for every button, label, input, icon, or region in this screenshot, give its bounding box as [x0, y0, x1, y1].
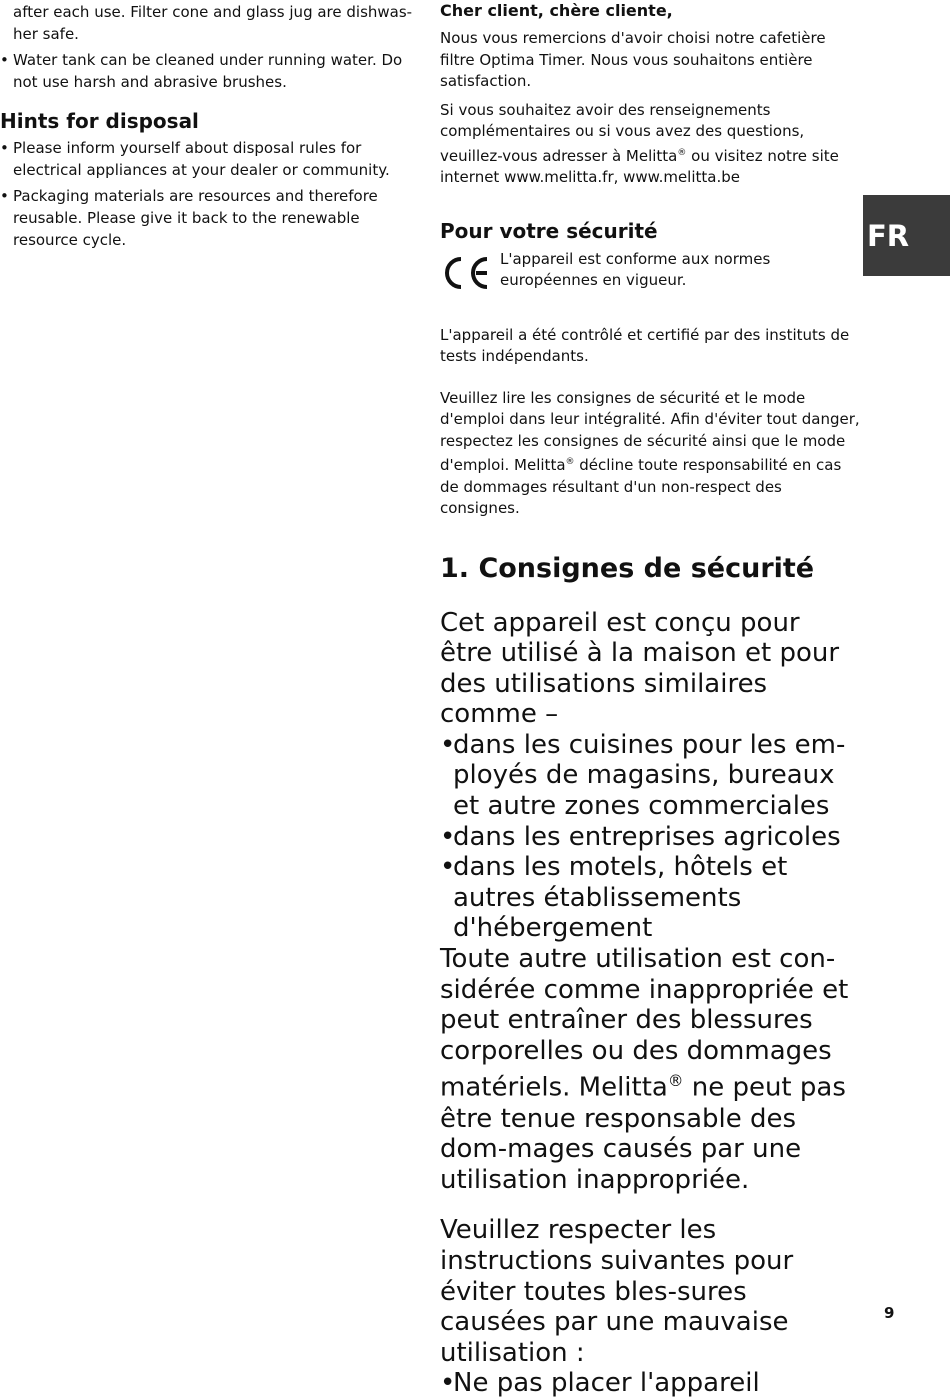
misuse-text-end: ne peut pas être tenue responsable des dom-mages causés par une utilisation inappropriée. [440, 1073, 846, 1195]
list-item: • Please inform yourself about disposal rules for electrical appliances at your dealer or community. [0, 137, 418, 181]
safety-heading: Pour votre sécurité [440, 218, 658, 243]
right-column [440, 0, 860, 1399]
list-item: • Packaging materials are resources and therefore reusable. Please give it back to the renewable resource cycle. [0, 185, 418, 251]
hints-list [0, 137, 418, 251]
instructions-paragraph [440, 388, 860, 520]
misuse-text: Toute autre utilisation est con-sidérée comme inappropriée et peut entraîner des blessures corporelles ou des dommages matériels. Melitta [440, 944, 849, 1104]
contact-text-end: ou visitez notre site internet www.melitta.fr, www.melitta.be [440, 146, 839, 186]
list-item: • Water tank can be cleaned under running water. Do not use harsh and abrasive brushes. [0, 49, 418, 93]
placement-list [440, 1368, 860, 1399]
contact-paragraph [440, 100, 860, 189]
usage-list [440, 730, 860, 944]
instructions-text-end: décline toute responsabilité en cas de dommages résultant d'un non-respect des consignes. [440, 456, 842, 517]
ce-mark-icon [440, 253, 492, 293]
misuse-paragraph [440, 944, 860, 1195]
intro-line-2: her safe. [13, 24, 79, 43]
ce-block [440, 249, 860, 293]
list-item: • dans les entreprises agricoles [440, 822, 860, 853]
instructions-text: Veuillez lire les consignes de sécurité et le mode d'emploi dans leur intégralité. Afin d'éviter tout danger, respectez les consignes de sécurité ainsi que le mode d'emploi. Melitta [440, 388, 860, 474]
greeting: Cher client, chère cliente, [440, 1, 673, 20]
certification-paragraph: L'appareil a été contrôlé et certifié par des instituts de tests indépendants. [440, 325, 850, 365]
respect-paragraph: Veuillez respecter les instructions suivantes pour éviter toutes bles-sures causées par une mauvaise utilisation : [440, 1215, 794, 1368]
list-item: • dans les motels, hôtels et autres établissements d'hébergement [440, 852, 860, 944]
section-title: 1. Consignes de sécurité [440, 552, 815, 584]
ce-text: L'appareil est conforme aux normes européennes en vigueur. [500, 249, 771, 289]
list-item: • Ne pas placer l'appareil [440, 1368, 860, 1399]
hints-heading: Hints for disposal [0, 109, 199, 133]
registered-mark: ® [677, 147, 687, 158]
list-item: • dans les cuisines pour les em-ployés de magasins, bureaux et autre zones commerciales [440, 730, 860, 822]
page-number: 9 [884, 1304, 895, 1322]
registered-mark: ® [565, 457, 575, 467]
left-column [0, 2, 418, 255]
registered-mark: ® [667, 1072, 684, 1091]
contact-text: Si vous souhaitez avoir des renseignements complémentaires ou si vous avez des questions, veuillez-vous adresser à Melitta [440, 100, 805, 165]
language-tab: FR [863, 195, 950, 276]
usage-intro: Cet appareil est conçu pour être utilisé à la maison et pour des utilisations similaires comme – [440, 607, 840, 730]
thanks-paragraph: Nous vous remercions d'avoir choisi notre cafetière filtre Optima Timer. Nous vous souhaitons entière satisfaction. [440, 29, 826, 90]
intro-line-1: after each use. Filter cone and glass jug are dishwas- [13, 3, 413, 21]
cleaning-list [0, 49, 418, 93]
